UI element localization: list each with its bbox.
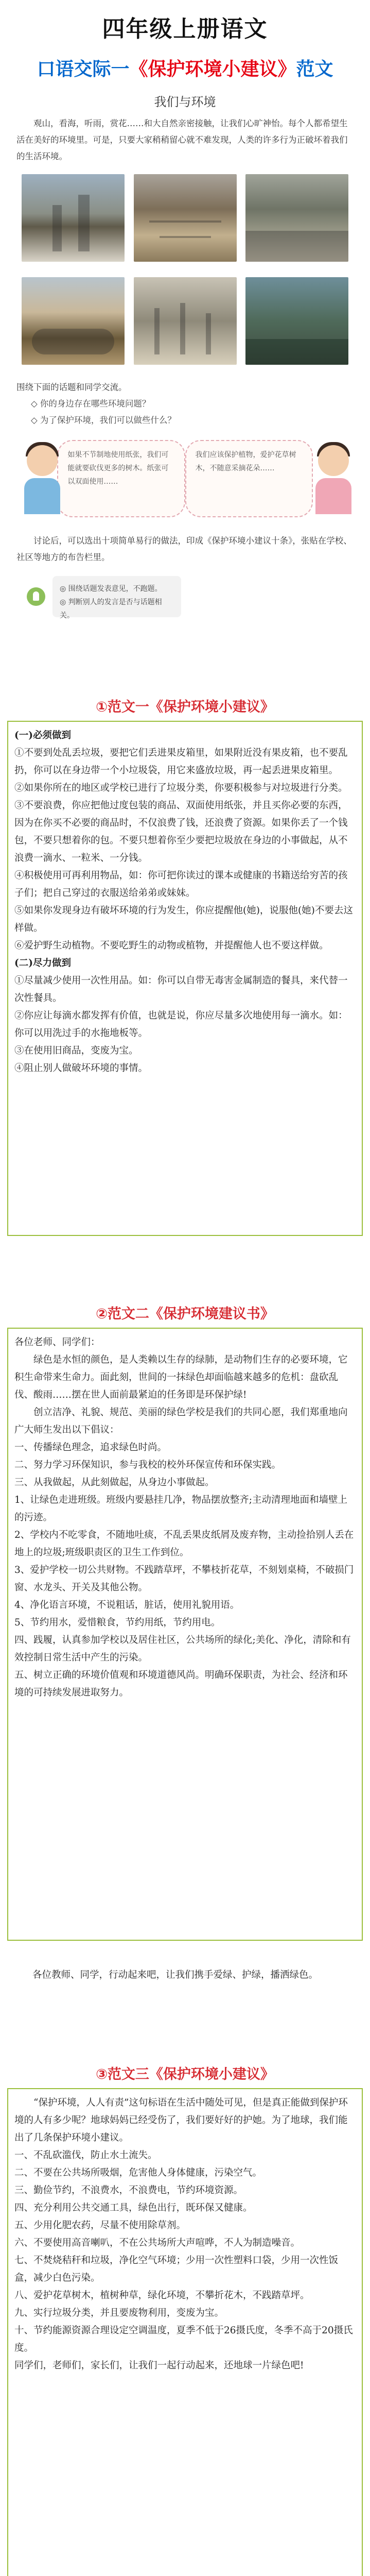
essay-2-para: 1、让绿色走进班级。班级内要悬挂几净，物品摆放整齐;主动清理地面和墙壁上的污迹。 xyxy=(14,1495,348,1523)
essay-2-para: 5、节约用水，爱惜粮食，节约用纸，节约用电。 xyxy=(14,1617,221,1628)
essay-2-para: 2、学校内不吃零食，不随地吐痰，不乱丢果皮纸屑及废弃物，主动捡拾别人丢在地上的垃圾;班级职责区的卫生工作到位。 xyxy=(14,1530,354,1558)
essay-2-para: 创立洁净、礼貌、规范、美丽的绿色学校是我们的共同心愿，我们郑重地向广大师生发出以下倡议： xyxy=(14,1407,348,1435)
photo-grid xyxy=(11,165,359,371)
essay-1-title: ①范文一《保护环境小建议》 xyxy=(96,699,274,715)
tip-1: ◎ 围绕话题发表意见，不跑题。 xyxy=(60,585,162,593)
essay-2-para: 四、践履，认真参加学校以及居住社区，公共场所的绿化;美化、净化，清除和有效控制日常生活中产生的污染。 xyxy=(14,1635,351,1663)
lightbulb-icon xyxy=(27,587,45,606)
essay-2-para: 五、树立正确的环境价值观和环境道德风尚。明确环保职责，为社会、经济和环境的可持续发展进取努力。 xyxy=(14,1670,348,1698)
essay-2-closing xyxy=(0,1964,370,2046)
essay-3-item: 八、爱护花草树木，植树种草，绿化环境，不攀折花木，不践踏草坪。 xyxy=(14,2290,310,2301)
essay-3-box xyxy=(7,2088,363,2576)
essay-2-closing-text: 各位教师、同学，行动起来吧，让我们携手爱绿、护绿，播洒绿色。 xyxy=(32,1970,319,1980)
discussion-question-1: ◇ 你的身边存在哪些环境问题？ xyxy=(31,399,151,409)
essay-3-item: 三、勤俭节约，不浪费水，不浪费电，节约环境资源。 xyxy=(14,2185,243,2196)
essay-3-item: 五、少用化肥农药，尽量不使用除草剂。 xyxy=(14,2220,186,2231)
essay-1-item: ⑤如果你发现身边有破坏环境的行为发生，你应提醒他(她)，说服他(她)不要去这样做。 xyxy=(14,905,353,934)
spacer xyxy=(0,1245,370,1295)
speech-bubble-left: 如果不节制地使用纸张，我们可能就要砍伐更多的树木。纸张可以双面使用…… xyxy=(57,440,185,517)
essay-1-heading-try: (二)尽力做到 xyxy=(14,958,72,969)
pollution-photo-drought xyxy=(134,174,237,262)
essay-3-closing: 同学们，老师们，家长们，让我们一起行动起来，还地球一片绿色吧! xyxy=(14,2360,304,2371)
tip-row xyxy=(11,566,359,620)
pollution-photo-garbage xyxy=(22,277,125,365)
essay-3-item: 十、节约能源资源合理设定空调温度，夏季不低于26摄氏度，冬季不高于20摄氏度。 xyxy=(14,2325,353,2353)
discussion-prompt xyxy=(11,371,359,429)
discussion-text: 围绕下面的话题和同学交流。 xyxy=(16,382,127,392)
pollution-photo-dust xyxy=(245,174,348,262)
pollution-photo-deforestation xyxy=(134,277,237,365)
essay-2-para: 二、努力学习环保知识，参与我校的校外环保宣传和环保实践。 xyxy=(14,1460,281,1470)
child-illustration-left xyxy=(22,440,57,517)
essay-1-item2: ②你应让每滴水都发挥有价值，也就是说，你应尽量多次地使用每一滴水。如：你可以用洗过手的水拖地板等。 xyxy=(14,1010,348,1039)
spacer xyxy=(0,2046,370,2056)
essay-2-greeting: 各位老师、同学们： xyxy=(14,1337,100,1348)
subtitle-highlight: 《保护环境小建议》 xyxy=(129,59,296,80)
essay-1-item2: ③在使用旧商品，变废为宝。 xyxy=(14,1045,138,1056)
essay-3-title: ③范文三《保护环境小建议》 xyxy=(96,2066,274,2082)
photo-column-middle xyxy=(134,174,237,365)
essay-2-para: 绿色是水恒的颜色，是人类赖以生存的绿肺，是动物们生存的必要环境，它积生命带来生命力。面此刻，世间的一抹绿色却面临越来越多的危机：盘砍乱伐、酸雨……摆在世人面前最紧迫的任务即是环保护绿! xyxy=(14,1354,348,1400)
tip-card xyxy=(52,576,181,620)
essay-section-3 xyxy=(0,2056,370,2576)
essay-3-item: 二、不要在公共场所吸烟，危害他人身体健康，污染空气。 xyxy=(14,2167,262,2178)
speech-bubble-row xyxy=(11,429,359,527)
essay-section-2 xyxy=(0,1295,370,1944)
textbook-page xyxy=(11,82,359,688)
essay-2-para: 4、净化语言环境，不说粗话，脏话，使用礼貌用语。 xyxy=(14,1600,240,1611)
speech-bubble-right: 我们应该保护植物，爱护花草树木，不随意采摘花朵…… xyxy=(185,440,313,517)
essay-3-item: 一、不乱砍滥伐，防止水土流失。 xyxy=(14,2150,157,2161)
essay-section-1 xyxy=(0,688,370,1245)
essay-1-box xyxy=(7,721,363,1236)
pollution-photo-smoke xyxy=(22,174,125,262)
essay-3-intro: “保护环境，人人有责”这句标语在生活中随处可见，但是真正能做到保护环境的人有多少呢？地球妈妈已经受伤了，我们要好好的护她。为了地球，我们能出了几条保护环境小建议。 xyxy=(14,2097,348,2143)
essay-2-box xyxy=(7,1328,363,1941)
photo-column-left xyxy=(22,174,125,365)
discussion-question-2: ◇ 为了保护环境，我们可以做些什么？ xyxy=(31,415,176,425)
essay-1-item: ④积极使用可再利用物品，如：你可把你读过的课本或健康的书籍送给穷苦的孩子们；把自己穿过的衣服送给弟弟或妹妹。 xyxy=(14,870,348,899)
essay-1-item: ③不要浪费，你应把他过度包装的商品、双面使用纸张，并且买你必要的东西，因为在你买不必要的商品时，不仅浪费了钱，还浪费了资源。如果你丢了一个钱包，不要只想着你的包。不要只想着你至少要把垃圾放在身边的小事做起，从不浪费一滴水、一粒米、一分钱。 xyxy=(14,800,348,863)
essay-1-item: ②如果你所在的地区或学校已进行了垃圾分类，你要积极参与对垃圾进行分类。 xyxy=(14,783,348,793)
textbook-outro: 讨论后，可以选出十项简单易行的做法，印成《保护环境小建议十条》，张贴在学校、社区等地方的布告栏里。 xyxy=(16,536,352,562)
essay-2-title: ②范文二《保护环境建议书》 xyxy=(96,1306,274,1322)
subtitle-suffix: 范文 xyxy=(296,59,333,80)
page-subtitle xyxy=(0,49,370,82)
textbook-intro: 观山，看海，听雨，赏花……和大自然亲密接触，让我们心旷神怡。每个人都希望生活在美好的环境里。可是，只要大家稍稍留心就不难发现，人类的许多行为正破坏着我们的生活环境。 xyxy=(16,118,348,161)
textbook-heading: 我们与环境 xyxy=(154,95,216,109)
photo-column-right xyxy=(245,174,348,365)
pollution-photo-water xyxy=(245,277,348,365)
essay-3-item: 四、充分利用公共交通工具，绿色出行，既环保又健康。 xyxy=(14,2202,253,2213)
essay-3-item: 九、实行垃圾分类，并且要废物利用，变废为宝。 xyxy=(14,2308,224,2318)
page-title: 四年级上册语文 xyxy=(102,16,268,42)
essay-2-para: 一、传播绿色理念，追求绿色时尚。 xyxy=(14,1442,167,1453)
essay-1-heading-must: (一)必须做到 xyxy=(14,730,72,741)
essay-1-item: ①不要到处乱丢垃圾，要把它们丢进果皮箱里，如果附近没有果皮箱，也不要乱扔，你可以在身边带一个小垃圾袋，用它来盛放垃圾，再一起丢进果皮箱里。 xyxy=(14,748,348,776)
essay-3-item: 六、不要使用高音喇叭，不在公共场所大声喧哗，不人为制造噪音。 xyxy=(14,2238,301,2248)
essay-1-item: ⑥爱护野生动植物。不要吃野生的动物或植物，并提醒他人也不要这样做。 xyxy=(14,940,329,951)
child-illustration-right xyxy=(313,440,348,517)
essay-2-para: 3、爱护学校一切公共财物。不践踏草坪，不攀枝折花草，不刻划桌椅，不破损门窗、水龙头、开关及其他公物。 xyxy=(14,1565,354,1593)
essay-3-item: 七、不焚烧秸秆和垃圾，净化空气环境；少用一次性塑料口袋，少用一次性饭盒，减少白色污染。 xyxy=(14,2255,339,2283)
essay-2-para: 三、从我做起，从此刻做起，从身边小事做起。 xyxy=(14,1477,215,1488)
subtitle-prefix: 口语交际一 xyxy=(37,59,130,80)
tip-2: ◎ 判断别人的发言是否与话题相关。 xyxy=(60,598,162,620)
essay-1-item2: ④阻止别人做破坏环境的事情。 xyxy=(14,1063,148,1074)
essay-1-item2: ①尽量减少使用一次性用品。如：你可以自带无毒害金属制造的餐具，来代替一次性餐具。 xyxy=(14,975,348,1004)
spacer xyxy=(0,1944,370,1964)
